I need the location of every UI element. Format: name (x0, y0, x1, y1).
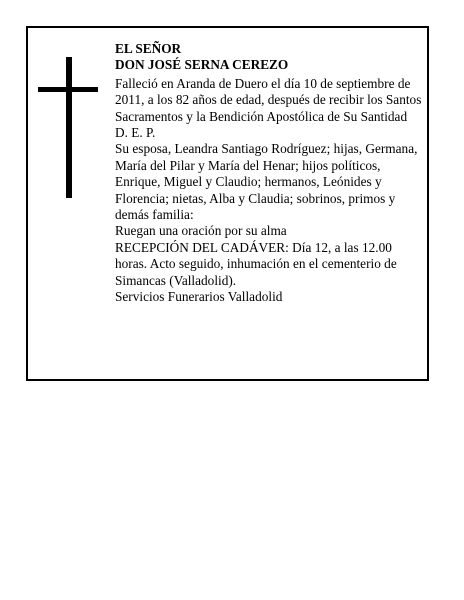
obituary-notice (26, 26, 429, 381)
obituary-text (115, 41, 423, 306)
deceased-title: EL SEÑOR (115, 41, 182, 56)
rest-in-peace: D. E. P. (115, 125, 156, 141)
deceased-name: DON JOSÉ SERNA CEREZO (115, 57, 289, 73)
family-members: Su esposa, Leandra Santiago Rodríguez; hijas, Germana, María del Pilar y María del Henar; hijos políticos, Enrique, Miguel y Claudio; hermanos, Leónides y Florencia; nietas, Alba y Claudia; sobrinos, primos y demás familia: (115, 141, 418, 223)
body-reception-details: RECEPCIÓN DEL CADÁVER: Día 12, a las 12.00 horas. Acto seguido, inhumación en el cementerio de Simancas (Valladolid). (115, 239, 397, 288)
death-details: Falleció en Aranda de Duero el día 10 de septiembre de 2011, a los 82 años de edad, después de recibir los Santos Sacramentos y la Bendición Apostólica de Su Santidad (115, 75, 422, 124)
cross-vertical-bar (66, 57, 72, 198)
cross-horizontal-bar (38, 87, 98, 92)
funeral-home: Servicios Funerarios Valladolid (115, 289, 283, 305)
prayer-request: Ruegan una oración por su alma (115, 223, 287, 239)
